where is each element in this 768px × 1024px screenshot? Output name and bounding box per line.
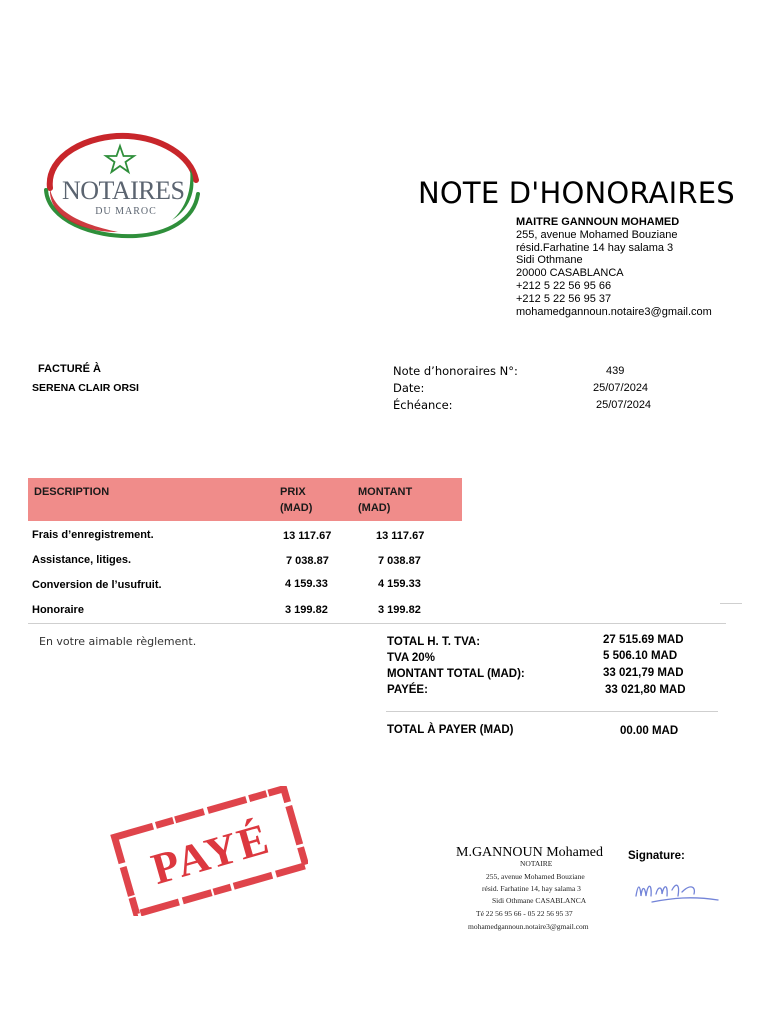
row-price: 13 117.67 [283, 530, 332, 542]
row-description: Assistance, litiges. [32, 554, 132, 566]
divider [28, 623, 726, 624]
notary-stamp-line: Sidi Othmane CASABLANCA [492, 896, 587, 905]
row-amount: 3 199.82 [378, 604, 421, 616]
paid-value: 33 021,80 MAD [605, 684, 686, 696]
row-description: Honoraire [32, 604, 84, 616]
logo-subtitle: DU MAROC [95, 206, 157, 217]
notary-stamp-line: résid. Farhatine 14, hay salama 3 [482, 884, 581, 893]
date-value: 25/07/2024 [593, 382, 649, 394]
handwritten-signature [632, 874, 722, 912]
row-price: 4 159.33 [285, 578, 328, 590]
divider [720, 603, 742, 604]
paid-stamp-text: PAYÉ [146, 813, 276, 894]
col-price-line1: PRIX [280, 486, 306, 498]
star-icon [106, 146, 134, 172]
due-date-label: Échéance: [393, 398, 453, 412]
issuer-email: mohamedgannoun.notaire3@gmail.com [516, 305, 712, 318]
divider [386, 711, 718, 712]
paid-stamp [108, 786, 308, 916]
date-label: Date: [393, 381, 425, 395]
row-description: Conversion de l’usufruit. [32, 579, 162, 591]
vat-label: TVA 20% [387, 652, 435, 664]
row-price: 3 199.82 [285, 604, 328, 616]
issuer-phone: +212 5 22 56 95 37 [516, 292, 612, 305]
grand-total-value: 33 021,79 MAD [603, 667, 684, 679]
total-due-value: 00.00 MAD [620, 725, 679, 737]
row-amount: 13 117.67 [376, 530, 425, 542]
row-description: Frais d’enregistrement. [32, 529, 154, 541]
issuer-line: résid.Farhatine 14 hay salama 3 [516, 241, 674, 254]
invoice-number-value: 439 [606, 365, 625, 377]
notary-stamp-name: M.GANNOUN Mohamed [456, 845, 603, 860]
vat-value: 5 506.10 MAD [603, 650, 678, 662]
notary-stamp-phone: Té 22 56 95 66 - 05 22 56 95 37 [476, 909, 573, 918]
col-amount [358, 484, 412, 516]
grand-total-label: MONTANT TOTAL (MAD): [387, 668, 525, 680]
notary-stamp-title: NOTAIRE [520, 859, 553, 868]
col-amount-line2: (MAD) [358, 502, 391, 514]
due-date-value: 25/07/2024 [596, 399, 652, 411]
issuer-line: Sidi Othmane [516, 254, 583, 267]
paid-label: PAYÉE: [387, 684, 428, 696]
notary-stamp-line: 255, avenue Mohamed Bouziane [486, 872, 585, 881]
col-description: DESCRIPTION [34, 486, 110, 498]
col-amount-line1: MONTANT [358, 486, 413, 498]
total-due-label: TOTAL À PAYER (MAD) [387, 724, 514, 736]
invoice-number-label: Note d’honoraires N°: [393, 364, 518, 378]
billed-to-label: FACTURÉ À [38, 363, 101, 375]
issuer-phone: +212 5 22 56 95 66 [516, 279, 612, 292]
row-price: 7 038.87 [286, 555, 329, 567]
issuer-line: 255, avenue Mohamed Bouziane [516, 228, 678, 241]
document-title: NOTE D'HONORAIRES [418, 176, 735, 210]
notary-stamp-email: mohamedgannoun.notaire3@gmail.com [468, 922, 589, 931]
total-ht-label: TOTAL H. T. TVA: [387, 636, 481, 648]
issuer-block [516, 216, 712, 318]
payment-note: En votre aimable règlement. [39, 635, 197, 648]
signature-label: Signature: [628, 850, 685, 862]
logo-word: NOTAIRES [62, 176, 185, 205]
billed-to-name: SERENA CLAIR ORSI [32, 382, 139, 394]
row-amount: 4 159.33 [378, 578, 421, 590]
issuer-line: 20000 CASABLANCA [516, 267, 624, 280]
total-ht-value: 27 515.69 MAD [603, 634, 684, 646]
col-price-line2: (MAD) [280, 502, 313, 514]
issuer-name: MAITRE GANNOUN MOHAMED [516, 216, 680, 228]
row-amount: 7 038.87 [378, 555, 421, 567]
col-price [280, 484, 312, 516]
